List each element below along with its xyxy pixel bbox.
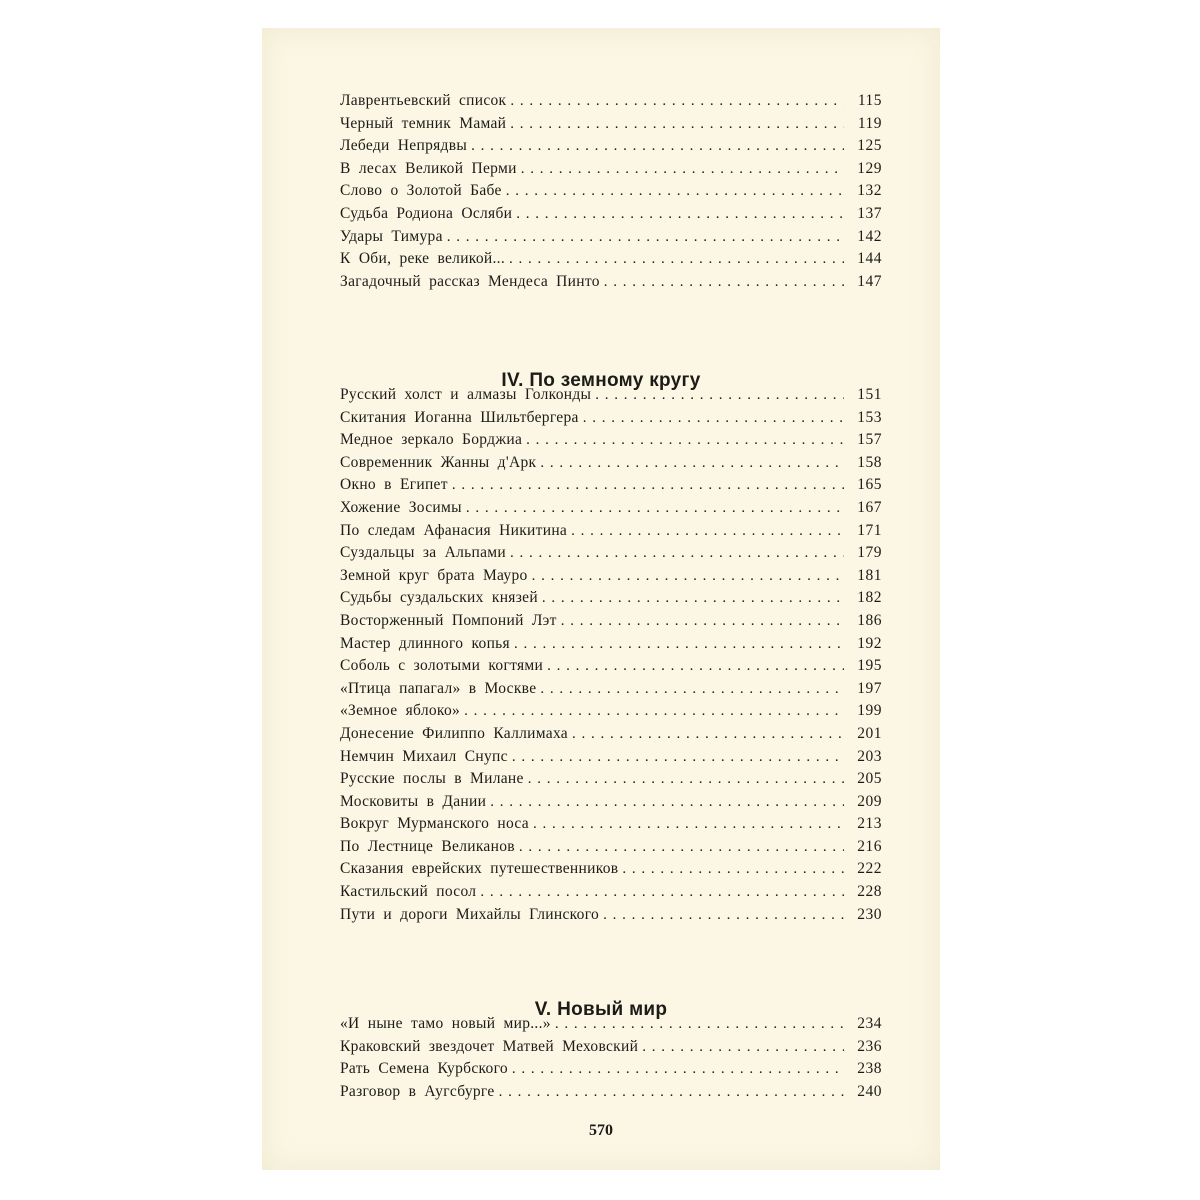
toc-entry-page: 222 [857, 860, 882, 878]
toc-entry-page: 201 [857, 724, 882, 742]
toc-entry-title: По следам Афанасия Никитина [340, 521, 568, 539]
toc-entry [340, 702, 882, 725]
toc-entry [340, 860, 882, 883]
dot-leader [540, 455, 844, 472]
toc-entry [340, 544, 882, 567]
dot-leader [526, 432, 844, 449]
toc-entry [340, 115, 882, 138]
toc-entry [340, 250, 882, 273]
toc-entry-title: Судьбы суздальских князей [340, 589, 538, 607]
toc-entry [340, 567, 882, 590]
toc-section-chapter-iv [340, 386, 882, 928]
toc-entry-page: 115 [857, 92, 882, 109]
toc-entry [340, 1015, 882, 1038]
toc-entry [340, 409, 882, 432]
toc-entry-page: 230 [857, 905, 882, 923]
toc-entry-title: Немчин Михаил Снупс [340, 747, 508, 765]
toc-entry-title: «И ныне тамо новый мир...» [340, 1015, 551, 1032]
toc-entry-page: 153 [857, 408, 882, 426]
toc-entry-title: Соболь с золотыми когтями [340, 657, 544, 675]
toc-entry-page: 238 [857, 1060, 882, 1078]
toc-entry-title: Московиты в Дании [340, 792, 487, 810]
book-page [262, 28, 940, 1170]
dot-leader [555, 1016, 844, 1033]
dot-leader [471, 138, 844, 155]
toc-entry-page: 119 [857, 114, 882, 132]
toc-entry-page: 179 [857, 544, 882, 562]
dot-leader [561, 613, 844, 630]
dot-leader [542, 590, 844, 607]
dot-leader [514, 636, 844, 653]
toc-entry-title: В лесах Великой Перми [340, 159, 517, 177]
toc-entry [340, 431, 882, 454]
toc-entry-title: Сказания еврейских путешественников [340, 860, 619, 878]
toc-entry [340, 725, 882, 748]
toc-entry [340, 657, 882, 680]
toc-entry-title: Суздальцы за Альпами [340, 544, 506, 562]
dot-leader [547, 658, 844, 675]
toc-section-top [340, 92, 882, 295]
page-number: 570 [589, 1122, 613, 1139]
toc-section-chapter-v [340, 1015, 882, 1105]
toc-entry-page: 167 [857, 498, 882, 516]
chapter-heading-v: V. Новый мир [534, 999, 668, 1020]
toc-entry [340, 612, 882, 635]
toc-entry-page: 192 [857, 634, 882, 652]
chapter-heading-iv: IV. По земному кругу [501, 370, 701, 391]
toc-entry-page: 203 [857, 747, 882, 765]
toc-entry [340, 228, 882, 251]
toc-entry-page: 165 [857, 476, 882, 494]
toc-entry [340, 499, 882, 522]
dot-leader [521, 161, 844, 178]
dot-leader [464, 703, 844, 720]
dot-leader [499, 1084, 844, 1101]
toc-entry-title: Земной круг брата Мауро [340, 566, 528, 584]
toc-entry-page: 132 [857, 182, 882, 200]
toc-entry [340, 476, 882, 499]
toc-entry-page: 125 [857, 137, 882, 155]
toc-entry-title: Лаврентьевский список [340, 92, 507, 109]
toc-entry [340, 635, 882, 658]
dot-leader [490, 794, 844, 811]
toc-entry-page: 209 [857, 792, 882, 810]
toc-entry-page: 186 [857, 611, 882, 629]
toc-entry-title: Черный темник Мамай [340, 114, 507, 132]
toc-entry-title: Донесение Филиппо Каллимаха [340, 724, 568, 742]
toc-entry-title: Медное зеркало Борджиа [340, 431, 523, 449]
dot-leader [642, 1039, 844, 1056]
toc-entry [340, 838, 882, 861]
toc-entry-page: 216 [857, 837, 882, 855]
dot-leader [583, 410, 844, 427]
toc-entry-page: 199 [857, 702, 882, 720]
dot-leader [595, 387, 844, 404]
toc-entry [340, 454, 882, 477]
toc-entry [340, 815, 882, 838]
dot-leader [533, 816, 844, 833]
toc-entry-title: «Птица папагал» в Москве [340, 679, 537, 697]
toc-entry [340, 522, 882, 545]
toc-entry [340, 1083, 882, 1106]
toc-entry-title: Судьба Родиона Осляби [340, 204, 513, 222]
toc-entry [340, 273, 882, 296]
dot-leader [519, 839, 844, 856]
toc-entry [340, 92, 882, 115]
toc-entry [340, 205, 882, 228]
toc-entry [340, 1060, 882, 1083]
toc-entry [340, 680, 882, 703]
dot-leader [452, 477, 844, 494]
toc-entry-page: 228 [857, 883, 882, 901]
toc-entry [340, 883, 882, 906]
toc-entry-page: 240 [857, 1082, 882, 1100]
toc-entry-title: Лебеди Непрядвы [340, 137, 468, 155]
dot-leader [447, 229, 844, 246]
toc-entry-title: Скитания Иоганна Шильтбергера [340, 408, 579, 426]
toc-entry-title: Хожение Зосимы [340, 498, 462, 516]
toc-entry [340, 793, 882, 816]
toc-entry-title: Восторженный Помпоний Лэт [340, 611, 557, 629]
toc-entry [340, 748, 882, 771]
dot-leader [571, 523, 844, 540]
toc-entry-page: 147 [857, 272, 882, 290]
dot-leader [604, 274, 844, 291]
dot-leader [510, 93, 844, 110]
toc-entry-page: 236 [857, 1037, 882, 1055]
toc-entry-page: 157 [857, 431, 882, 449]
toc-entry-page: 142 [857, 227, 882, 245]
toc-entry-title: К Оби, реке великой... [340, 250, 506, 268]
toc-entry [340, 137, 882, 160]
dot-leader [510, 545, 844, 562]
toc-entry-title: Рать Семена Курбского [340, 1060, 508, 1078]
dot-leader [506, 183, 844, 200]
toc-entry [340, 182, 882, 205]
toc-entry-title: Загадочный рассказ Мендеса Пинто [340, 272, 600, 290]
toc-entry-title: Русские послы в Милане [340, 770, 524, 788]
toc-entry-title: Современник Жанны д'Арк [340, 453, 537, 471]
dot-leader [532, 568, 844, 585]
toc-entry-page: 195 [857, 657, 882, 675]
toc-entry-page: 182 [857, 589, 882, 607]
toc-entry-title: Краковский звездочет Матвей Меховский [340, 1037, 639, 1055]
toc-entry-page: 137 [857, 204, 882, 222]
dot-leader [572, 726, 844, 743]
dot-leader [510, 116, 844, 133]
toc-entry-title: Кастильский посол [340, 883, 477, 901]
toc-entry [340, 906, 882, 929]
toc-entry-page: 129 [857, 159, 882, 177]
toc-entry-title: Вокруг Мурманского носа [340, 815, 529, 833]
toc-entry [340, 386, 882, 409]
toc-entry-page: 234 [857, 1015, 882, 1032]
dot-leader [516, 206, 844, 223]
toc-entry-page: 205 [857, 770, 882, 788]
toc-entry [340, 770, 882, 793]
toc-entry-title: Слово о Золотой Бабе [340, 182, 502, 200]
toc-entry [340, 160, 882, 183]
toc-entry-page: 213 [857, 815, 882, 833]
toc-entry [340, 1038, 882, 1061]
dot-leader [528, 771, 844, 788]
dot-leader [622, 861, 844, 878]
dot-leader [466, 500, 844, 517]
toc-entry-title: Разговор в Аугсбурге [340, 1082, 495, 1100]
toc-entry-title: «Земное яблоко» [340, 702, 461, 720]
toc-entry-title: Мастер длинного копья [340, 634, 510, 652]
dot-leader [512, 1061, 844, 1078]
toc-entry-page: 158 [857, 453, 882, 471]
toc-entry-page: 171 [857, 521, 882, 539]
toc-entry [340, 589, 882, 612]
dot-leader [603, 907, 844, 924]
toc-entry-page: 144 [857, 250, 882, 268]
toc-entry-title: Удары Тимура [340, 227, 443, 245]
toc-entry-page: 197 [857, 679, 882, 697]
dot-leader [480, 884, 844, 901]
dot-leader [540, 681, 844, 698]
toc-entry-title: По Лестнице Великанов [340, 837, 515, 855]
toc-entry-page: 151 [857, 386, 882, 403]
dot-leader [509, 251, 844, 268]
dot-leader [512, 749, 844, 766]
toc-entry-title: Окно в Египет [340, 476, 448, 494]
toc-entry-title: Русский холст и алмазы Голконды [340, 386, 592, 403]
toc-entry-title: Пути и дороги Михайлы Глинского [340, 905, 600, 923]
toc-entry-page: 181 [857, 566, 882, 584]
